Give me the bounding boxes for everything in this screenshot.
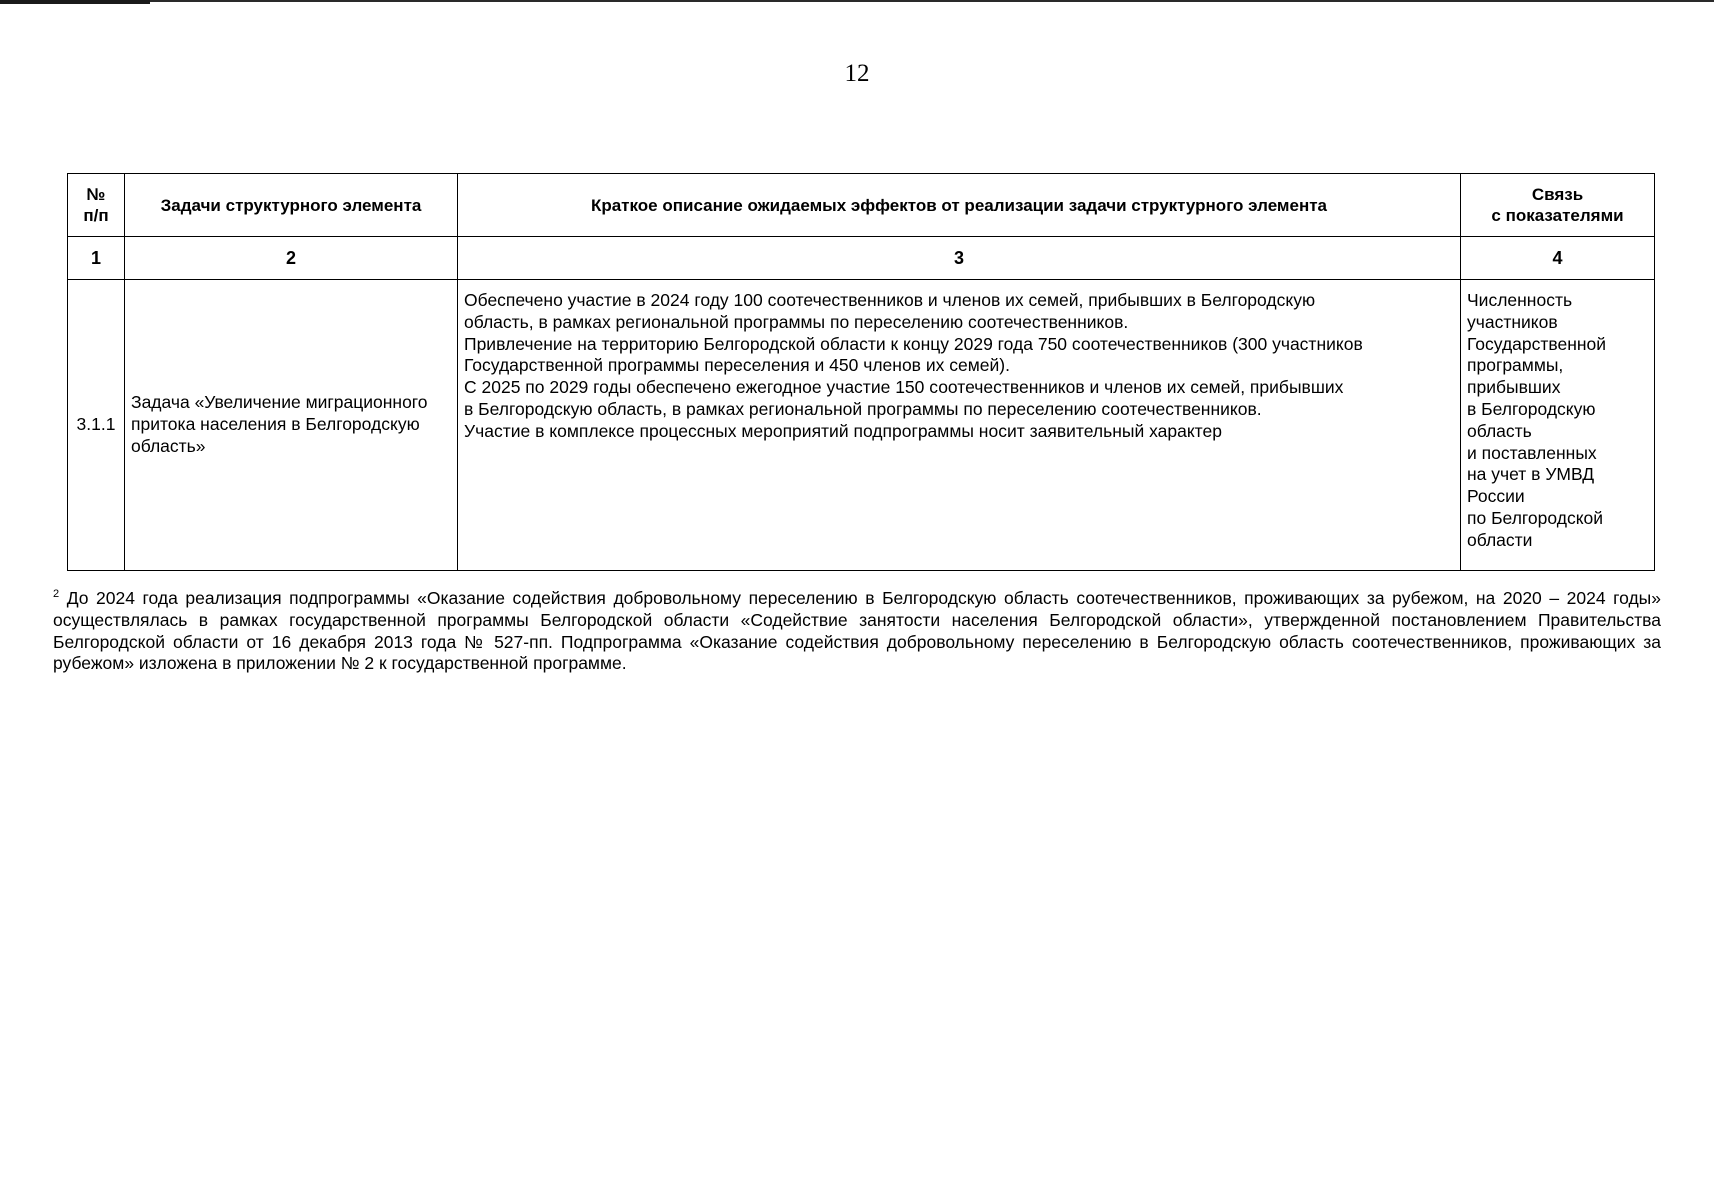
indicator-line: России <box>1467 486 1525 507</box>
column-number: 4 <box>1461 237 1655 280</box>
task-cell: Задача «Увеличение миграционного притока населения в Белгородскую область» <box>125 280 458 571</box>
scan-edge-line <box>0 0 1714 2</box>
description-line: Участие в комплексе процессных мероприятий подпрограммы носит заявительный характер <box>464 420 1222 441</box>
indicator-line: по Белгородской <box>1467 507 1604 528</box>
column-number: 2 <box>125 237 458 280</box>
header-indicators-line-2: с показателями <box>1491 206 1624 225</box>
indicator-cell <box>1461 280 1655 571</box>
scan-edge-mark <box>0 0 150 4</box>
description-cell <box>458 280 1461 571</box>
header-number-line-2: п/п <box>83 206 109 225</box>
description-line: Государственной программы переселения и 450 членов их семей). <box>464 355 1010 376</box>
description-line: область, в рамках региональной программы по переселению соотечественников. <box>464 311 1129 332</box>
header-number <box>68 174 125 237</box>
table-header-row <box>68 174 1655 237</box>
indicator-line: Численность <box>1467 290 1573 310</box>
column-number: 1 <box>68 237 125 280</box>
column-number: 3 <box>458 237 1461 280</box>
indicator-line: Государственной <box>1467 333 1607 354</box>
description-line: Обеспечено участие в 2024 году 100 соотечественников и членов их семей, прибывших в Белгородскую <box>464 290 1316 310</box>
header-description: Краткое описание ожидаемых эффектов от реализации задачи структурного элемента <box>458 174 1461 237</box>
indicator-line: в Белгородскую <box>1467 398 1596 419</box>
header-indicators-line-1: Связь <box>1531 185 1584 204</box>
row-number: 3.1.1 <box>68 280 125 571</box>
indicator-line: область <box>1467 420 1532 441</box>
indicator-line: на учет в УМВД <box>1467 464 1595 485</box>
header-number-line-1: № <box>86 185 106 204</box>
indicator-line: прибывших <box>1467 377 1561 398</box>
description-line: С 2025 по 2029 годы обеспечено ежегодное участие 150 соотечественников и членов их семей, прибывших <box>464 377 1344 398</box>
indicator-line: участников <box>1467 311 1558 332</box>
table-row <box>68 280 1655 571</box>
footnote <box>53 588 1661 675</box>
indicator-line: области <box>1467 529 1533 550</box>
column-number-row <box>68 237 1655 280</box>
footnote-text: До 2024 года реализация подпрограммы «Оказание содействия добровольному переселению в Белгородскую область соотечественников, проживающих за рубежом, на 2020 – 2024 годы» осуществлялась в рамках государственной программы Белгородской области «Содействие занятости населения Белгородской области», утвержденной постановлением Правительства Белгородской области от 16 декабря 2013 года № 527-пп. Подпрограмма «Оказание содействия добровольному переселению в Белгородскую область соотечественников, проживающих за рубежом» изложена в приложении № 2 к государственной программе. <box>53 588 1661 674</box>
header-tasks: Задачи структурного элемента <box>125 174 458 237</box>
indicator-line: программы, <box>1467 355 1564 376</box>
structural-element-table <box>67 173 1655 571</box>
footnote-marker: 2 <box>53 588 60 601</box>
header-indicators <box>1461 174 1655 237</box>
page-number: 12 <box>844 60 870 87</box>
indicator-line: и поставленных <box>1467 442 1597 463</box>
description-line: в Белгородскую область, в рамках региональной программы по переселению соотечественников. <box>464 398 1262 419</box>
description-line: Привлечение на территорию Белгородской области к концу 2029 года 750 соотечественников (300 участников <box>464 333 1363 354</box>
